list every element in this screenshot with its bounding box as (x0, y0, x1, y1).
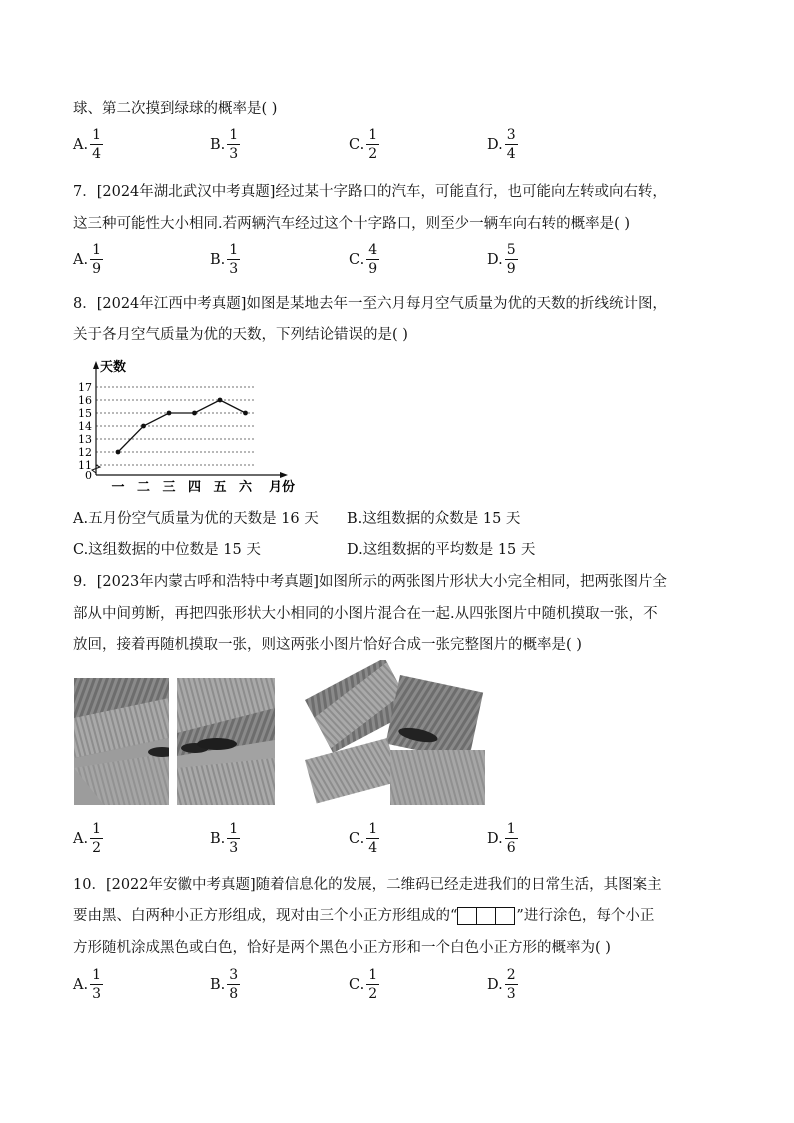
option-label: B. (210, 976, 226, 993)
q9-option-b (210, 822, 240, 855)
x-tick-label: 四 (187, 480, 202, 495)
q9-text-line3: 放回，接着再随机摸取一张，则这两张小图片恰好合成一张完整图片的概率是( ) (73, 637, 582, 653)
q10-option-d (487, 968, 518, 1001)
q8-option-c: C.这组数据的中位数是 15 天 (73, 542, 261, 558)
denominator: 4 (506, 146, 516, 162)
option-label: D. (487, 976, 503, 993)
field-photo-1 (74, 678, 169, 805)
x-tick-label: 五 (213, 480, 227, 495)
option-label: C. (349, 136, 365, 153)
fraction (366, 128, 379, 161)
numerator: 1 (92, 967, 102, 983)
denominator: 4 (368, 840, 378, 856)
q7-option-a (73, 243, 103, 276)
numerator: 1 (506, 821, 516, 837)
option-label: C. (349, 830, 365, 847)
data-point (218, 398, 223, 403)
x-axis-label: 月份 (269, 480, 296, 495)
data-point (141, 424, 146, 429)
q7-text-line2: 这三种可能性大小相同.若两辆汽车经过这个十字路口，则至少一辆车向右转的概率是( ) (73, 216, 631, 232)
option-label: B. (210, 251, 226, 268)
denominator: 9 (92, 261, 102, 277)
q8-option-b: B.这组数据的众数是 15 天 (347, 511, 521, 527)
data-point (192, 411, 197, 416)
option-label: C. (349, 251, 365, 268)
fraction (505, 822, 518, 855)
numerator: 1 (92, 127, 102, 143)
y-tick-label: 11 (78, 459, 92, 472)
q6-option-b (210, 128, 240, 161)
q8-option-a: A.五月份空气质量为优的天数是 16 天 (73, 511, 319, 527)
q9-text-line2: 部从中间剪断，再把四张形状大小相同的小图片混合在一起.从四张图片中随机摸取一张，不 (73, 606, 658, 622)
q10-text-line2b: ”进行涂色，每个小正 (516, 908, 655, 924)
denominator: 6 (506, 840, 516, 856)
option-label: A. (73, 136, 89, 153)
denominator: 9 (368, 261, 378, 277)
denominator: 2 (92, 840, 102, 856)
q10-option-c (349, 968, 379, 1001)
option-label: B. (210, 830, 226, 847)
numerator: 4 (368, 242, 378, 258)
option-label: D. (487, 251, 503, 268)
q8-option-d: D.这组数据的平均数是 15 天 (347, 542, 536, 558)
fraction (90, 822, 103, 855)
y-axis-arrow (93, 361, 99, 369)
q7-text-line1: 7．[2024年湖北武汉中考真题]经过某十字路口的汽车，可能直行，也可能向左转或向右转， (73, 184, 667, 200)
q10-text-line2a: 要由黑、白两种小正方形组成，现对由三个小正方形组成的“ (73, 908, 458, 924)
q10-text-line1: 10．[2022年安徽中考真题]随着信息化的发展，二维码已经走进我们的日常生活，其图案主 (73, 877, 662, 893)
y-tick-label: 16 (78, 394, 92, 407)
fraction (366, 243, 379, 276)
y-tick-label: 15 (78, 407, 92, 420)
x-tick-label: 三 (162, 480, 176, 495)
denominator: 9 (506, 261, 516, 277)
option-label: D. (487, 830, 503, 847)
denominator: 4 (92, 146, 102, 162)
q6-text: 球、第二次摸到绿球的概率是( ) (73, 101, 278, 117)
data-point (116, 450, 121, 455)
numerator: 1 (92, 821, 102, 837)
q6-option-a (73, 128, 103, 161)
x-tick-label: 二 (136, 480, 151, 495)
q7-option-c (349, 243, 379, 276)
scattered-pieces (300, 660, 500, 810)
option-label: D. (487, 136, 503, 153)
numerator: 3 (506, 127, 516, 143)
field-photo-2 (177, 678, 275, 805)
q10-option-b (210, 968, 240, 1001)
fraction (366, 968, 379, 1001)
denominator: 3 (506, 986, 516, 1002)
q10-option-a (73, 968, 103, 1001)
denominator: 2 (368, 146, 378, 162)
numerator: 2 (506, 967, 516, 983)
denominator: 3 (229, 146, 239, 162)
option-label: A. (73, 830, 89, 847)
q7-option-d (487, 243, 518, 276)
q9-text-line1: 9．[2023年内蒙古呼和浩特中考真题]如图所示的两张图片形状大小完全相同，把两张图片全 (73, 574, 667, 590)
option-label: A. (73, 976, 89, 993)
fraction (227, 128, 240, 161)
fraction (505, 128, 518, 161)
x-axis-arrow (280, 472, 288, 478)
q6-option-d (487, 128, 518, 161)
q8-text-line2: 关于各月空气质量为优的天数，下列结论错误的是( ) (73, 327, 408, 343)
option-label: B. (210, 136, 226, 153)
q7-option-b (210, 243, 240, 276)
y-tick-label: 17 (78, 381, 92, 394)
numerator: 1 (368, 821, 378, 837)
q6-option-c (349, 128, 379, 161)
fraction (227, 968, 240, 1001)
x-tick-label: 一 (111, 480, 125, 495)
numerator: 1 (368, 967, 378, 983)
denominator: 3 (229, 840, 239, 856)
fraction (90, 243, 103, 276)
numerator: 1 (229, 821, 239, 837)
fraction (505, 243, 518, 276)
y-tick-label: 14 (78, 420, 92, 433)
q9-option-a (73, 822, 103, 855)
fraction (90, 968, 103, 1001)
fraction (90, 128, 103, 161)
q9-option-c (349, 822, 379, 855)
q9-option-d (487, 822, 518, 855)
numerator: 1 (229, 242, 239, 258)
data-point (243, 411, 248, 416)
three-squares-figure (458, 907, 515, 925)
denominator: 3 (92, 986, 102, 1002)
x-tick-label: 六 (238, 480, 253, 495)
fraction (227, 822, 240, 855)
numerator: 1 (92, 242, 102, 258)
denominator: 2 (368, 986, 378, 1002)
numerator: 3 (229, 967, 239, 983)
denominator: 8 (229, 986, 239, 1002)
numerator: 5 (506, 242, 516, 258)
option-label: C. (349, 976, 365, 993)
fraction (227, 243, 240, 276)
denominator: 3 (229, 261, 239, 277)
q8-text-line1: 8．[2024年江西中考真题]如图是某地去年一至六月每月空气质量为优的天数的折线统计图， (73, 296, 667, 312)
y-tick-label: 12 (78, 446, 92, 459)
q10-text-line2 (73, 904, 654, 925)
q10-text-line3: 方形随机涂成黑色或白色，恰好是两个黑色小正方形和一个白色小正方形的概率为( ) (73, 940, 611, 956)
line-chart (70, 355, 310, 495)
y-tick-label: 0 (85, 469, 92, 482)
y-axis-label: 天数 (100, 360, 127, 375)
numerator: 1 (368, 127, 378, 143)
fraction (505, 968, 518, 1001)
data-point (167, 411, 172, 416)
y-tick-label: 13 (78, 433, 92, 446)
numerator: 1 (229, 127, 239, 143)
fraction (366, 822, 379, 855)
option-label: A. (73, 251, 89, 268)
